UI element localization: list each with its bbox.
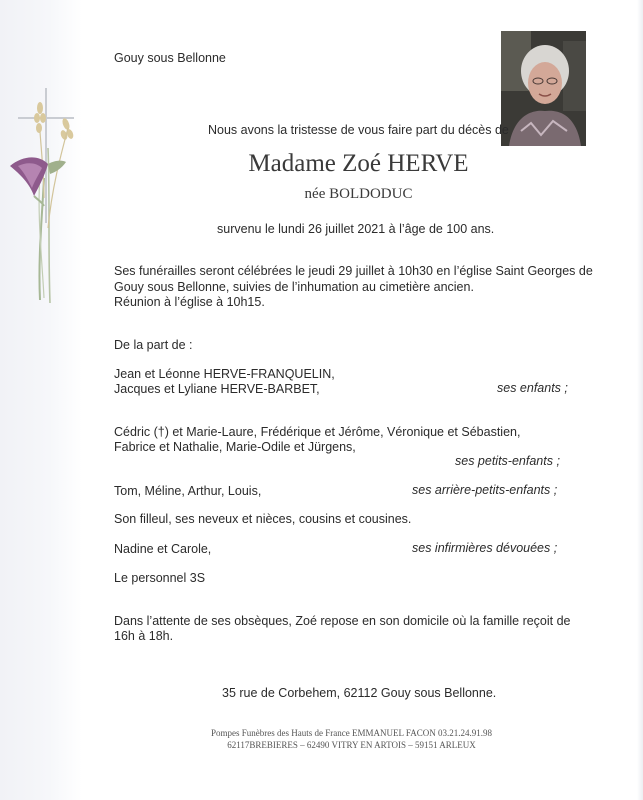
funeral-line-1: Ses funérailles seront célébrées le jeudi 29 juillet à 10h30 en l’église Saint Georges de	[114, 264, 593, 278]
funeral-home-line-1: Pompes Funèbres des Hauts de France EMMANUEL FACON 03.21.24.91.98	[211, 728, 492, 738]
death-notice: survenu le lundi 26 juillet 2021 à l’âge de 100 ans.	[217, 222, 495, 236]
home-address: 35 rue de Corbehem, 62112 Gouy sous Bellonne.	[222, 686, 497, 700]
funeral-home-line-2: 62117BREBIERES – 62490 VITRY EN ARTOIS – 59151 ARLEUX	[227, 740, 476, 750]
great-grandchildren-line: Tom, Méline, Arthur, Louis,	[114, 484, 262, 498]
children-line-1: Jean et Léonne HERVE-FRANQUELIN,	[114, 367, 335, 381]
scan-edge	[637, 0, 643, 800]
relatives-line: Son filleul, ses neveux et nièces, cousins et cousines.	[114, 512, 412, 526]
grandchildren-line-1: Cédric (†) et Marie-Laure, Frédérique et Jérôme, Véronique et Sébastien,	[114, 425, 521, 439]
location-heading: Gouy sous Bellonne	[114, 51, 226, 65]
from-label: De la part de :	[114, 338, 193, 352]
deceased-name: Madame Zoé HERVE	[248, 150, 469, 177]
rest-line-1: Dans l’attente de ses obsèques, Zoé repose en son domicile où la famille reçoit de	[114, 614, 571, 628]
portrait-photo	[501, 31, 586, 146]
maiden-name: née BOLDODUC	[304, 186, 413, 202]
children-line-2: Jacques et Lyliane HERVE-BARBET,	[114, 382, 320, 396]
grandchildren-line-2: Fabrice et Nathalie, Marie-Odile et Jürgens,	[114, 440, 356, 454]
grandchildren-role: ses petits-enfants ;	[455, 454, 560, 468]
rest-line-2: 16h à 18h.	[114, 629, 174, 643]
nurses-line: Nadine et Carole,	[114, 542, 212, 556]
children-role: ses enfants ;	[497, 381, 568, 395]
funeral-line-2: Gouy sous Bellonne, suivies de l’inhumation au cimetière ancien.	[114, 280, 474, 294]
great-grandchildren-role: ses arrière-petits-enfants ;	[412, 483, 558, 497]
cross-lily-wheat-icon	[4, 88, 84, 318]
staff-line: Le personnel 3S	[114, 571, 206, 585]
funeral-line-3: Réunion à l’église à 10h15.	[114, 295, 265, 309]
nurses-role: ses infirmières dévouées ;	[412, 541, 558, 555]
intro-text: Nous avons la tristesse de vous faire part du décès de	[208, 123, 509, 137]
